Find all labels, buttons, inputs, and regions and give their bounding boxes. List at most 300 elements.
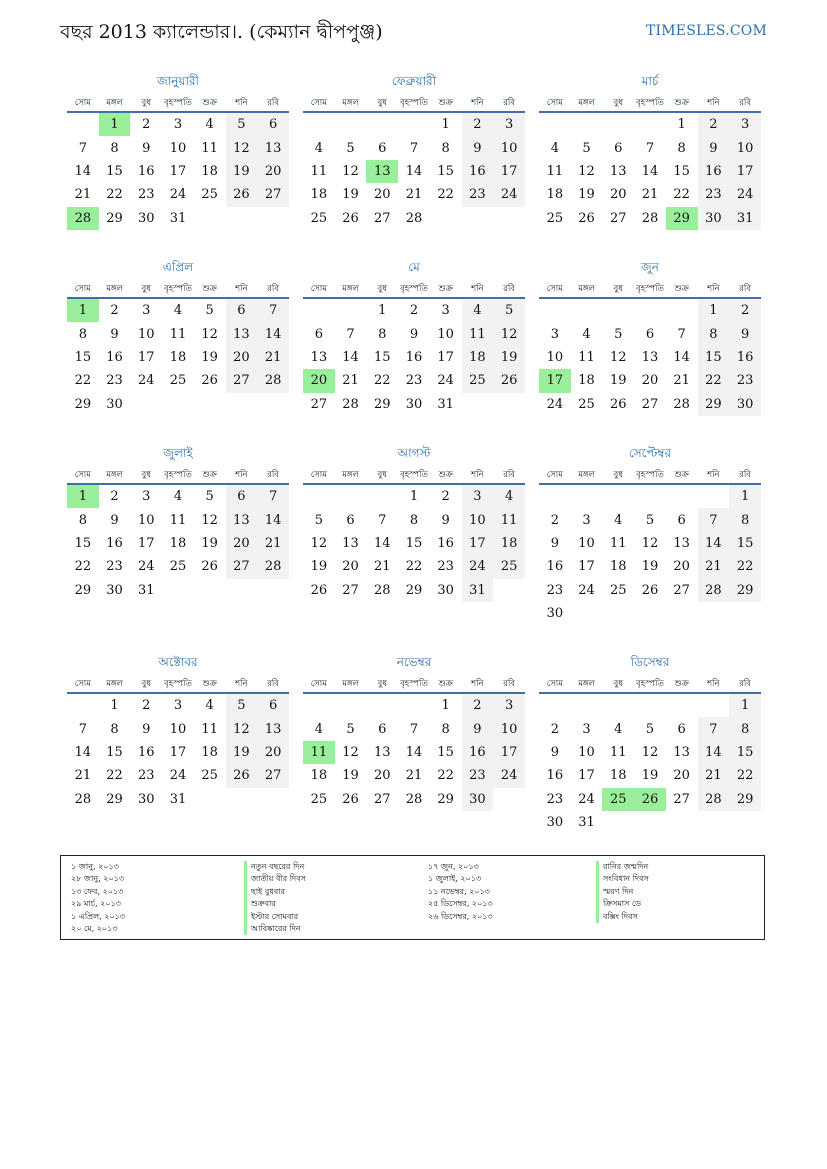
day-cell[interactable]: 12: [641, 744, 659, 760]
day-cell[interactable]: 2: [441, 489, 450, 505]
day-cell[interactable]: 18: [609, 559, 627, 575]
day-cell[interactable]: 23: [106, 373, 123, 389]
day-cell[interactable]: 9: [729, 322, 761, 345]
day-cell[interactable]: 3: [582, 512, 591, 528]
day-cell[interactable]: 25: [609, 582, 627, 598]
day-cell[interactable]: 2: [550, 512, 559, 528]
day-cell[interactable]: 29: [106, 210, 123, 226]
day-cell[interactable]: 13: [257, 717, 289, 740]
day-cell[interactable]: 6: [614, 140, 623, 156]
day-cell[interactable]: 7: [78, 721, 87, 737]
day-cell[interactable]: 25: [578, 396, 595, 412]
day-cell[interactable]: 7: [78, 140, 87, 156]
day-cell[interactable]: 7: [346, 326, 355, 342]
day-cell[interactable]: 21: [373, 559, 391, 575]
day-cell[interactable]: 9: [550, 744, 559, 760]
day-cell[interactable]: 28: [405, 791, 423, 807]
day-cell[interactable]: 23: [137, 768, 155, 784]
day-cell[interactable]: 14: [698, 532, 730, 555]
day-cell[interactable]: 20: [641, 373, 659, 389]
day-cell[interactable]: 31: [137, 582, 155, 598]
day-cell[interactable]: 1: [729, 693, 761, 717]
day-cell[interactable]: 1: [378, 303, 387, 319]
day-cell[interactable]: 2: [729, 298, 761, 322]
day-cell[interactable]: 2: [462, 693, 494, 717]
day-cell[interactable]: 3: [142, 489, 151, 505]
day-cell[interactable]: 20: [609, 187, 627, 203]
day-cell[interactable]: 21: [405, 187, 423, 203]
day-cell[interactable]: 27: [257, 183, 289, 206]
day-cell[interactable]: 10: [137, 512, 155, 528]
day-cell[interactable]: 3: [582, 721, 591, 737]
day-cell[interactable]: 14: [405, 744, 423, 760]
day-cell[interactable]: 28: [698, 579, 730, 602]
day-cell[interactable]: 16: [106, 535, 123, 551]
day-cell[interactable]: 30: [462, 788, 494, 811]
day-cell[interactable]: 6: [314, 326, 323, 342]
day-cell[interactable]: 4: [550, 140, 559, 156]
day-cell[interactable]: 7: [645, 140, 655, 156]
day-cell[interactable]: 16: [137, 163, 155, 179]
day-cell[interactable]: 10: [546, 349, 564, 365]
day-cell[interactable]: 28: [257, 555, 289, 578]
day-cell[interactable]: 16: [546, 559, 564, 575]
day-cell[interactable]: 15: [698, 346, 730, 369]
day-cell[interactable]: 17: [137, 349, 155, 365]
day-cell[interactable]: 1: [110, 698, 119, 714]
day-cell[interactable]: 31: [729, 207, 761, 230]
day-cell[interactable]: 23: [405, 373, 423, 389]
day-cell[interactable]: 4: [314, 140, 323, 156]
day-cell[interactable]: 16: [462, 160, 494, 183]
day-cell[interactable]: 1: [67, 484, 99, 508]
day-cell[interactable]: 29: [729, 788, 761, 811]
day-cell[interactable]: 4: [173, 303, 183, 319]
day-cell[interactable]: 27: [673, 791, 690, 807]
day-cell[interactable]: 17: [578, 559, 595, 575]
day-cell[interactable]: 25: [201, 768, 218, 784]
day-cell[interactable]: 6: [645, 326, 655, 342]
day-cell[interactable]: 13: [673, 744, 690, 760]
day-cell[interactable]: 15: [106, 744, 123, 760]
day-cell[interactable]: 13: [609, 163, 627, 179]
day-cell[interactable]: 28: [405, 210, 423, 226]
day-cell[interactable]: 12: [310, 535, 328, 551]
day-cell[interactable]: 12: [342, 744, 359, 760]
day-cell[interactable]: 3: [173, 117, 183, 133]
day-cell[interactable]: 23: [546, 791, 564, 807]
day-cell[interactable]: 9: [142, 140, 151, 156]
day-cell[interactable]: 27: [673, 582, 690, 598]
day-cell[interactable]: 8: [110, 140, 119, 156]
day-cell[interactable]: 3: [493, 112, 525, 136]
day-cell[interactable]: 28: [641, 210, 659, 226]
day-cell[interactable]: 24: [137, 373, 155, 389]
day-cell[interactable]: 18: [201, 744, 218, 760]
day-cell[interactable]: 19: [342, 768, 359, 784]
day-cell[interactable]: 22: [106, 187, 123, 203]
day-cell[interactable]: 20: [257, 741, 289, 764]
day-cell[interactable]: 13: [373, 744, 391, 760]
day-cell[interactable]: 14: [405, 163, 423, 179]
day-cell[interactable]: 24: [578, 791, 595, 807]
day-cell[interactable]: 17: [493, 741, 525, 764]
day-cell[interactable]: 13: [226, 508, 258, 531]
day-cell[interactable]: 11: [201, 140, 218, 156]
day-cell[interactable]: 14: [373, 535, 391, 551]
day-cell[interactable]: 29: [666, 207, 698, 230]
day-cell[interactable]: 5: [226, 693, 258, 717]
day-cell[interactable]: 3: [729, 112, 761, 136]
day-cell[interactable]: 1: [67, 298, 99, 322]
day-cell[interactable]: 13: [310, 349, 328, 365]
day-cell[interactable]: 15: [437, 744, 454, 760]
day-cell[interactable]: 26: [310, 582, 328, 598]
day-cell[interactable]: 10: [137, 326, 155, 342]
day-cell[interactable]: 12: [201, 326, 218, 342]
day-cell[interactable]: 27: [373, 791, 391, 807]
day-cell[interactable]: 28: [673, 396, 690, 412]
day-cell[interactable]: 5: [205, 303, 214, 319]
day-cell[interactable]: 20: [673, 768, 690, 784]
day-cell[interactable]: 26: [342, 791, 359, 807]
day-cell[interactable]: 5: [226, 112, 258, 136]
day-cell[interactable]: 24: [462, 555, 494, 578]
day-cell[interactable]: 14: [673, 349, 690, 365]
day-cell[interactable]: 3: [462, 484, 494, 508]
day-cell[interactable]: 5: [645, 512, 655, 528]
day-cell[interactable]: 7: [257, 298, 289, 322]
day-cell[interactable]: 23: [137, 187, 155, 203]
day-cell[interactable]: 29: [698, 393, 730, 416]
day-cell[interactable]: 28: [67, 207, 99, 230]
day-cell[interactable]: 14: [698, 741, 730, 764]
day-cell[interactable]: 20: [673, 559, 690, 575]
day-cell[interactable]: 22: [729, 555, 761, 578]
day-cell[interactable]: 14: [257, 508, 289, 531]
day-cell[interactable]: 25: [201, 187, 218, 203]
day-cell[interactable]: 9: [698, 136, 730, 159]
day-cell[interactable]: 10: [169, 140, 187, 156]
day-cell[interactable]: 30: [729, 393, 761, 416]
day-cell[interactable]: 24: [169, 768, 187, 784]
day-cell[interactable]: 5: [205, 489, 214, 505]
day-cell[interactable]: 19: [226, 741, 258, 764]
day-cell[interactable]: 8: [729, 717, 761, 740]
day-cell[interactable]: 13: [673, 535, 690, 551]
day-cell[interactable]: 17: [578, 768, 595, 784]
day-cell[interactable]: 25: [602, 788, 634, 811]
day-cell[interactable]: 15: [405, 535, 423, 551]
day-cell[interactable]: 2: [142, 698, 151, 714]
day-cell[interactable]: 22: [698, 369, 730, 392]
day-cell[interactable]: 6: [378, 140, 387, 156]
site-name[interactable]: TIMESLES.COM: [646, 23, 767, 39]
day-cell[interactable]: 7: [698, 717, 730, 740]
day-cell[interactable]: 2: [142, 117, 151, 133]
day-cell[interactable]: 30: [546, 606, 564, 622]
day-cell[interactable]: 28: [698, 788, 730, 811]
day-cell[interactable]: 23: [698, 183, 730, 206]
day-cell[interactable]: 4: [462, 298, 494, 322]
day-cell[interactable]: 22: [405, 559, 423, 575]
day-cell[interactable]: 16: [546, 768, 564, 784]
day-cell[interactable]: 11: [169, 512, 187, 528]
day-cell[interactable]: 30: [137, 210, 155, 226]
day-cell[interactable]: 15: [673, 163, 690, 179]
day-cell[interactable]: 30: [106, 582, 123, 598]
day-cell[interactable]: 25: [169, 559, 187, 575]
day-cell[interactable]: 27: [373, 210, 391, 226]
day-cell[interactable]: 27: [226, 369, 258, 392]
day-cell[interactable]: 10: [729, 136, 761, 159]
day-cell[interactable]: 6: [257, 112, 289, 136]
day-cell[interactable]: 11: [201, 721, 218, 737]
day-cell[interactable]: 12: [493, 322, 525, 345]
day-cell[interactable]: 2: [110, 303, 119, 319]
day-cell[interactable]: 22: [74, 373, 92, 389]
day-cell[interactable]: 21: [74, 768, 92, 784]
day-cell[interactable]: 10: [493, 136, 525, 159]
day-cell[interactable]: 11: [303, 741, 335, 764]
day-cell[interactable]: 22: [373, 373, 391, 389]
day-cell[interactable]: 17: [437, 349, 454, 365]
day-cell[interactable]: 21: [342, 373, 359, 389]
day-cell[interactable]: 6: [226, 298, 258, 322]
day-cell[interactable]: 17: [137, 535, 155, 551]
day-cell[interactable]: 25: [493, 555, 525, 578]
day-cell[interactable]: 13: [366, 160, 398, 183]
day-cell[interactable]: 15: [729, 532, 761, 555]
day-cell[interactable]: 3: [142, 303, 151, 319]
day-cell[interactable]: 26: [578, 210, 595, 226]
day-cell[interactable]: 2: [698, 112, 730, 136]
day-cell[interactable]: 31: [437, 396, 454, 412]
day-cell[interactable]: 18: [169, 349, 187, 365]
day-cell[interactable]: 8: [441, 721, 450, 737]
day-cell[interactable]: 25: [546, 210, 564, 226]
day-cell[interactable]: 23: [462, 764, 494, 787]
day-cell[interactable]: 13: [226, 322, 258, 345]
day-cell[interactable]: 19: [493, 346, 525, 369]
day-cell[interactable]: 24: [493, 764, 525, 787]
day-cell[interactable]: 1: [677, 117, 686, 133]
day-cell[interactable]: 6: [257, 693, 289, 717]
day-cell[interactable]: 20: [303, 369, 335, 392]
day-cell[interactable]: 2: [110, 489, 119, 505]
day-cell[interactable]: 6: [346, 512, 355, 528]
day-cell[interactable]: 18: [169, 535, 187, 551]
day-cell[interactable]: 24: [137, 559, 155, 575]
day-cell[interactable]: 9: [441, 512, 450, 528]
day-cell[interactable]: 10: [578, 744, 595, 760]
day-cell[interactable]: 29: [373, 396, 391, 412]
day-cell[interactable]: 19: [609, 373, 627, 389]
day-cell[interactable]: 19: [201, 349, 218, 365]
day-cell[interactable]: 14: [342, 349, 359, 365]
day-cell[interactable]: 24: [169, 187, 187, 203]
day-cell[interactable]: 14: [641, 163, 659, 179]
day-cell[interactable]: 19: [641, 768, 659, 784]
day-cell[interactable]: 4: [173, 489, 183, 505]
day-cell[interactable]: 28: [342, 396, 359, 412]
day-cell[interactable]: 29: [74, 396, 92, 412]
day-cell[interactable]: 3: [173, 698, 183, 714]
day-cell[interactable]: 22: [106, 768, 123, 784]
day-cell[interactable]: 18: [462, 346, 494, 369]
day-cell[interactable]: 6: [677, 512, 686, 528]
day-cell[interactable]: 27: [641, 396, 659, 412]
day-cell[interactable]: 29: [74, 582, 92, 598]
day-cell[interactable]: 21: [74, 187, 92, 203]
day-cell[interactable]: 5: [582, 140, 591, 156]
day-cell[interactable]: 24: [546, 396, 564, 412]
day-cell[interactable]: 16: [405, 349, 423, 365]
day-cell[interactable]: 9: [110, 326, 119, 342]
day-cell[interactable]: 21: [698, 764, 730, 787]
day-cell[interactable]: 25: [169, 373, 187, 389]
day-cell[interactable]: 26: [201, 373, 218, 389]
day-cell[interactable]: 9: [462, 717, 494, 740]
day-cell[interactable]: 5: [314, 512, 323, 528]
day-cell[interactable]: 27: [342, 582, 359, 598]
day-cell[interactable]: 24: [493, 183, 525, 206]
day-cell[interactable]: 30: [106, 396, 123, 412]
day-cell[interactable]: 22: [74, 559, 92, 575]
day-cell[interactable]: 21: [641, 187, 659, 203]
day-cell[interactable]: 11: [310, 163, 328, 179]
day-cell[interactable]: 8: [441, 140, 450, 156]
day-cell[interactable]: 11: [493, 508, 525, 531]
day-cell[interactable]: 4: [614, 721, 623, 737]
day-cell[interactable]: 8: [78, 326, 87, 342]
day-cell[interactable]: 9: [550, 535, 559, 551]
day-cell[interactable]: 18: [310, 187, 328, 203]
day-cell[interactable]: 1: [441, 117, 450, 133]
day-cell[interactable]: 17: [462, 532, 494, 555]
day-cell[interactable]: 12: [609, 349, 627, 365]
day-cell[interactable]: 3: [493, 693, 525, 717]
day-cell[interactable]: 8: [677, 140, 686, 156]
day-cell[interactable]: 15: [106, 163, 123, 179]
day-cell[interactable]: 16: [698, 160, 730, 183]
day-cell[interactable]: 16: [137, 744, 155, 760]
day-cell[interactable]: 5: [614, 326, 623, 342]
day-cell[interactable]: 29: [405, 582, 423, 598]
day-cell[interactable]: 30: [546, 815, 564, 831]
day-cell[interactable]: 24: [578, 582, 595, 598]
day-cell[interactable]: 7: [677, 326, 686, 342]
day-cell[interactable]: 18: [201, 163, 218, 179]
day-cell[interactable]: 4: [614, 512, 623, 528]
day-cell[interactable]: 17: [169, 744, 187, 760]
day-cell[interactable]: 30: [437, 582, 454, 598]
day-cell[interactable]: 29: [437, 791, 454, 807]
day-cell[interactable]: 26: [201, 559, 218, 575]
day-cell[interactable]: 5: [346, 140, 355, 156]
day-cell[interactable]: 29: [729, 579, 761, 602]
day-cell[interactable]: 1: [409, 489, 419, 505]
day-cell[interactable]: 21: [405, 768, 423, 784]
day-cell[interactable]: 14: [257, 322, 289, 345]
day-cell[interactable]: 21: [257, 532, 289, 555]
day-cell[interactable]: 18: [546, 187, 564, 203]
day-cell[interactable]: 20: [373, 187, 391, 203]
day-cell[interactable]: 27: [257, 764, 289, 787]
day-cell[interactable]: 18: [609, 768, 627, 784]
day-cell[interactable]: 9: [142, 721, 151, 737]
day-cell[interactable]: 24: [729, 183, 761, 206]
day-cell[interactable]: 22: [437, 768, 454, 784]
day-cell[interactable]: 31: [169, 210, 187, 226]
day-cell[interactable]: 28: [74, 791, 92, 807]
day-cell[interactable]: 7: [698, 508, 730, 531]
day-cell[interactable]: 18: [493, 532, 525, 555]
day-cell[interactable]: 15: [74, 535, 92, 551]
day-cell[interactable]: 5: [493, 298, 525, 322]
day-cell[interactable]: 12: [226, 136, 258, 159]
day-cell[interactable]: 11: [609, 744, 627, 760]
day-cell[interactable]: 4: [205, 117, 214, 133]
day-cell[interactable]: 28: [257, 369, 289, 392]
day-cell[interactable]: 2: [462, 112, 494, 136]
day-cell[interactable]: 22: [673, 187, 690, 203]
day-cell[interactable]: 26: [226, 764, 258, 787]
day-cell[interactable]: 10: [462, 508, 494, 531]
day-cell[interactable]: 13: [257, 136, 289, 159]
day-cell[interactable]: 12: [201, 512, 218, 528]
day-cell[interactable]: 7: [409, 721, 419, 737]
day-cell[interactable]: 17: [539, 369, 571, 392]
day-cell[interactable]: 18: [310, 768, 328, 784]
day-cell[interactable]: 3: [550, 326, 559, 342]
day-cell[interactable]: 26: [634, 788, 666, 811]
day-cell[interactable]: 8: [729, 508, 761, 531]
day-cell[interactable]: 6: [378, 721, 387, 737]
day-cell[interactable]: 23: [437, 559, 454, 575]
day-cell[interactable]: 11: [169, 326, 187, 342]
day-cell[interactable]: 12: [226, 717, 258, 740]
day-cell[interactable]: 9: [409, 326, 419, 342]
day-cell[interactable]: 31: [169, 791, 187, 807]
day-cell[interactable]: 7: [257, 484, 289, 508]
day-cell[interactable]: 17: [169, 163, 187, 179]
day-cell[interactable]: 3: [441, 303, 450, 319]
day-cell[interactable]: 20: [373, 768, 391, 784]
day-cell[interactable]: 13: [641, 349, 659, 365]
day-cell[interactable]: 13: [342, 535, 359, 551]
day-cell[interactable]: 17: [729, 160, 761, 183]
day-cell[interactable]: 5: [346, 721, 355, 737]
day-cell[interactable]: 26: [641, 582, 659, 598]
day-cell[interactable]: 8: [698, 322, 730, 345]
day-cell[interactable]: 19: [342, 187, 359, 203]
day-cell[interactable]: 19: [201, 535, 218, 551]
day-cell[interactable]: 15: [373, 349, 391, 365]
day-cell[interactable]: 4: [314, 721, 323, 737]
day-cell[interactable]: 10: [493, 717, 525, 740]
day-cell[interactable]: 25: [310, 791, 328, 807]
day-cell[interactable]: 8: [110, 721, 119, 737]
day-cell[interactable]: 30: [698, 207, 730, 230]
day-cell[interactable]: 15: [437, 163, 454, 179]
day-cell[interactable]: 11: [546, 163, 564, 179]
day-cell[interactable]: 19: [578, 187, 595, 203]
day-cell[interactable]: 12: [578, 163, 595, 179]
day-cell[interactable]: 22: [729, 764, 761, 787]
day-cell[interactable]: 21: [257, 346, 289, 369]
day-cell[interactable]: 2: [550, 721, 559, 737]
